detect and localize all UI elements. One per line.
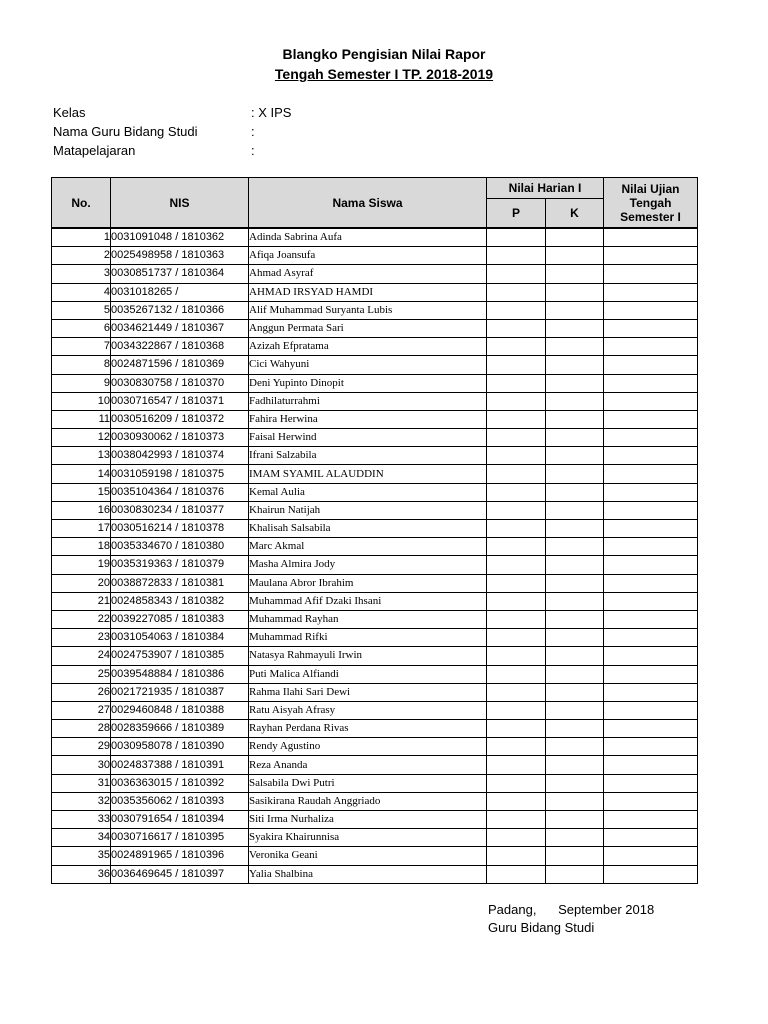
row-no: 34 — [52, 829, 111, 847]
row-nama-siswa: Muhammad Rifki — [249, 629, 487, 647]
header-p: P — [487, 199, 546, 229]
row-nilai-p — [487, 356, 546, 374]
row-nilai-k — [546, 501, 604, 519]
row-nilai-uts — [604, 247, 698, 265]
row-nis: 0030830758 / 1810370 — [111, 374, 249, 392]
table-row — [52, 301, 698, 319]
row-nilai-p — [487, 847, 546, 865]
table-row — [52, 738, 698, 756]
row-nilai-uts — [604, 629, 698, 647]
row-nilai-k — [546, 811, 604, 829]
mapel-value: : — [251, 143, 255, 158]
table-row — [52, 520, 698, 538]
row-nis: 0030851737 / 1810364 — [111, 265, 249, 283]
row-nis: 0024858343 / 1810382 — [111, 592, 249, 610]
row-nilai-uts — [604, 592, 698, 610]
row-nilai-uts — [604, 774, 698, 792]
row-nilai-k — [546, 792, 604, 810]
row-nilai-uts — [604, 792, 698, 810]
table-row — [52, 429, 698, 447]
row-nis: 0024837388 / 1810391 — [111, 756, 249, 774]
row-nis: 0034322867 / 1810368 — [111, 338, 249, 356]
row-nilai-k — [546, 738, 604, 756]
row-nilai-k — [546, 483, 604, 501]
table-row — [52, 447, 698, 465]
row-nilai-k — [546, 610, 604, 628]
row-nis: 0035334670 / 1810380 — [111, 538, 249, 556]
row-no: 13 — [52, 447, 111, 465]
row-nilai-uts — [604, 847, 698, 865]
row-nama-siswa: AHMAD IRSYAD HAMDI — [249, 283, 487, 301]
kelas-value: : X IPS — [251, 105, 292, 120]
row-nama-siswa: Veronika Geani — [249, 847, 487, 865]
row-nilai-k — [546, 429, 604, 447]
header-nilai-harian: Nilai Harian I — [487, 178, 604, 199]
row-nis: 0031054063 / 1810384 — [111, 629, 249, 647]
row-nama-siswa: Masha Almira Jody — [249, 556, 487, 574]
header-k: K — [546, 199, 604, 229]
row-nilai-k — [546, 647, 604, 665]
row-nama-siswa: Cici Wahyuni — [249, 356, 487, 374]
row-nilai-uts — [604, 556, 698, 574]
row-nilai-k — [546, 629, 604, 647]
row-nilai-uts — [604, 319, 698, 337]
row-nis: 0035267132 / 1810366 — [111, 301, 249, 319]
footer-role: Guru Bidang Studi — [488, 920, 595, 935]
row-nilai-p — [487, 319, 546, 337]
row-nama-siswa: Fadhilaturrahmi — [249, 392, 487, 410]
row-no: 23 — [52, 629, 111, 647]
row-nilai-p — [487, 228, 546, 247]
row-nilai-p — [487, 556, 546, 574]
row-nilai-uts — [604, 374, 698, 392]
row-nilai-p — [487, 429, 546, 447]
row-nilai-p — [487, 610, 546, 628]
row-nilai-uts — [604, 228, 698, 247]
row-nilai-uts — [604, 356, 698, 374]
row-no: 14 — [52, 465, 111, 483]
row-nilai-uts — [604, 811, 698, 829]
row-nis: 0025498958 / 1810363 — [111, 247, 249, 265]
row-no: 7 — [52, 338, 111, 356]
row-nis: 0030830234 / 1810377 — [111, 501, 249, 519]
guru-label: Nama Guru Bidang Studi — [53, 124, 198, 139]
row-nilai-p — [487, 338, 546, 356]
row-nilai-k — [546, 683, 604, 701]
row-nis: 0030516209 / 1810372 — [111, 410, 249, 428]
row-no: 29 — [52, 738, 111, 756]
row-nama-siswa: Kemal Aulia — [249, 483, 487, 501]
row-nilai-p — [487, 592, 546, 610]
document-title: Blangko Pengisian Nilai Rapor — [282, 46, 486, 62]
row-nilai-uts — [604, 647, 698, 665]
table-row — [52, 247, 698, 265]
row-nilai-uts — [604, 392, 698, 410]
row-nilai-k — [546, 392, 604, 410]
row-no: 28 — [52, 720, 111, 738]
row-nilai-p — [487, 574, 546, 592]
row-nama-siswa: Salsabila Dwi Putri — [249, 774, 487, 792]
row-nilai-uts — [604, 829, 698, 847]
table-row — [52, 792, 698, 810]
row-nama-siswa: Afiqa Joansufa — [249, 247, 487, 265]
table-row — [52, 774, 698, 792]
row-no: 26 — [52, 683, 111, 701]
row-nilai-k — [546, 829, 604, 847]
header-nis: NIS — [111, 178, 249, 229]
table-row — [52, 665, 698, 683]
row-nilai-uts — [604, 465, 698, 483]
row-nilai-p — [487, 465, 546, 483]
row-nama-siswa: Adinda Sabrina Aufa — [249, 228, 487, 247]
row-nilai-p — [487, 683, 546, 701]
row-nama-siswa: Rayhan Perdana Rivas — [249, 720, 487, 738]
row-nilai-p — [487, 647, 546, 665]
table-row — [52, 501, 698, 519]
row-nis: 0029460848 / 1810388 — [111, 701, 249, 719]
table-row — [52, 683, 698, 701]
row-nama-siswa: Siti Irma Nurhaliza — [249, 811, 487, 829]
row-no: 5 — [52, 301, 111, 319]
row-no: 35 — [52, 847, 111, 865]
row-nilai-k — [546, 319, 604, 337]
row-no: 36 — [52, 865, 111, 883]
row-no: 19 — [52, 556, 111, 574]
row-nis: 0031059198 / 1810375 — [111, 465, 249, 483]
row-nilai-p — [487, 738, 546, 756]
row-nama-siswa: Rendy Agustino — [249, 738, 487, 756]
header-nilai-uts: Nilai Ujian Tengah Semester I — [604, 178, 698, 229]
row-nilai-uts — [604, 429, 698, 447]
row-nama-siswa: Deni Yupinto Dinopit — [249, 374, 487, 392]
row-nilai-p — [487, 374, 546, 392]
row-no: 21 — [52, 592, 111, 610]
row-nis: 0038042993 / 1810374 — [111, 447, 249, 465]
row-nilai-k — [546, 774, 604, 792]
row-nis: 0021721935 / 1810387 — [111, 683, 249, 701]
row-nama-siswa: Muhammad Afif Dzaki Ihsani — [249, 592, 487, 610]
row-nilai-p — [487, 665, 546, 683]
table-row — [52, 811, 698, 829]
row-nis: 0030516214 / 1810378 — [111, 520, 249, 538]
row-nama-siswa: Puti Malica Alfiandi — [249, 665, 487, 683]
table-row — [52, 392, 698, 410]
row-nama-siswa: Rahma Ilahi Sari Dewi — [249, 683, 487, 701]
row-nilai-uts — [604, 738, 698, 756]
row-nilai-k — [546, 592, 604, 610]
row-nilai-k — [546, 283, 604, 301]
table-row — [52, 829, 698, 847]
row-nama-siswa: Sasikirana Raudah Anggriado — [249, 792, 487, 810]
row-no: 25 — [52, 665, 111, 683]
row-nilai-uts — [604, 865, 698, 883]
row-nilai-uts — [604, 538, 698, 556]
row-nis: 0031091048 / 1810362 — [111, 228, 249, 247]
row-nilai-k — [546, 374, 604, 392]
row-nilai-uts — [604, 447, 698, 465]
table-row — [52, 556, 698, 574]
row-no: 27 — [52, 701, 111, 719]
row-no: 18 — [52, 538, 111, 556]
row-nama-siswa: Khalisah Salsabila — [249, 520, 487, 538]
row-nilai-k — [546, 701, 604, 719]
row-nilai-p — [487, 247, 546, 265]
row-no: 3 — [52, 265, 111, 283]
row-no: 33 — [52, 811, 111, 829]
row-no: 1 — [52, 228, 111, 247]
row-nis: 0039548884 / 1810386 — [111, 665, 249, 683]
row-nilai-p — [487, 720, 546, 738]
row-no: 4 — [52, 283, 111, 301]
header-nama-siswa: Nama Siswa — [249, 178, 487, 229]
row-no: 12 — [52, 429, 111, 447]
table-row — [52, 374, 698, 392]
row-nilai-k — [546, 574, 604, 592]
row-nama-siswa: IMAM SYAMIL ALAUDDIN — [249, 465, 487, 483]
row-nilai-uts — [604, 610, 698, 628]
row-nilai-p — [487, 756, 546, 774]
row-nilai-p — [487, 811, 546, 829]
row-nis: 0030930062 / 1810373 — [111, 429, 249, 447]
row-nilai-k — [546, 228, 604, 247]
row-nilai-k — [546, 538, 604, 556]
row-no: 30 — [52, 756, 111, 774]
row-nama-siswa: Yalia Shalbina — [249, 865, 487, 883]
row-nilai-uts — [604, 701, 698, 719]
table-row — [52, 720, 698, 738]
table-row — [52, 483, 698, 501]
row-nilai-k — [546, 847, 604, 865]
table-row — [52, 574, 698, 592]
row-nilai-uts — [604, 410, 698, 428]
row-nilai-uts — [604, 683, 698, 701]
row-no: 22 — [52, 610, 111, 628]
row-nis: 0035319363 / 1810379 — [111, 556, 249, 574]
row-nilai-p — [487, 774, 546, 792]
row-nilai-uts — [604, 720, 698, 738]
row-nama-siswa: Alif Muhammad Suryanta Lubis — [249, 301, 487, 319]
row-nama-siswa: Khairun Natijah — [249, 501, 487, 519]
row-nis: 0034621449 / 1810367 — [111, 319, 249, 337]
row-nilai-p — [487, 538, 546, 556]
row-nama-siswa: Reza Ananda — [249, 756, 487, 774]
row-nilai-uts — [604, 338, 698, 356]
row-nilai-uts — [604, 483, 698, 501]
row-nilai-k — [546, 556, 604, 574]
row-nis: 0036363015 / 1810392 — [111, 774, 249, 792]
table-row — [52, 538, 698, 556]
row-nilai-p — [487, 410, 546, 428]
row-nis: 0035356062 / 1810393 — [111, 792, 249, 810]
row-nilai-uts — [604, 265, 698, 283]
table-row — [52, 647, 698, 665]
row-nilai-uts — [604, 283, 698, 301]
row-nama-siswa: Ratu Aisyah Afrasy — [249, 701, 487, 719]
row-nilai-uts — [604, 665, 698, 683]
table-row — [52, 592, 698, 610]
table-row — [52, 756, 698, 774]
row-nilai-p — [487, 629, 546, 647]
row-no: 11 — [52, 410, 111, 428]
table-row — [52, 865, 698, 883]
row-no: 15 — [52, 483, 111, 501]
row-nilai-p — [487, 283, 546, 301]
header-no: No. — [52, 178, 111, 229]
row-nis: 0030716547 / 1810371 — [111, 392, 249, 410]
table-row — [52, 338, 698, 356]
row-nilai-k — [546, 865, 604, 883]
grades-table — [51, 177, 698, 884]
row-no: 20 — [52, 574, 111, 592]
row-nilai-p — [487, 392, 546, 410]
row-nis: 0038872833 / 1810381 — [111, 574, 249, 592]
row-no: 32 — [52, 792, 111, 810]
row-nilai-p — [487, 865, 546, 883]
row-nilai-k — [546, 338, 604, 356]
row-nilai-k — [546, 756, 604, 774]
row-nama-siswa: Fahira Herwina — [249, 410, 487, 428]
guru-value: : — [251, 124, 255, 139]
row-nilai-k — [546, 247, 604, 265]
row-nilai-k — [546, 356, 604, 374]
table-row — [52, 629, 698, 647]
row-nama-siswa: Marc Akmal — [249, 538, 487, 556]
row-nama-siswa: Maulana Abror Ibrahim — [249, 574, 487, 592]
row-nis: 0028359666 / 1810389 — [111, 720, 249, 738]
table-row — [52, 701, 698, 719]
table-row — [52, 610, 698, 628]
row-nilai-p — [487, 447, 546, 465]
row-nilai-k — [546, 410, 604, 428]
row-nilai-k — [546, 520, 604, 538]
table-row — [52, 228, 698, 247]
row-nis: 0036469645 / 1810397 — [111, 865, 249, 883]
row-nis: 0039227085 / 1810383 — [111, 610, 249, 628]
row-nama-siswa: Ahmad Asyraf — [249, 265, 487, 283]
row-nilai-p — [487, 301, 546, 319]
row-nama-siswa: Natasya Rahmayuli Irwin — [249, 647, 487, 665]
row-nis: 0030958078 / 1810390 — [111, 738, 249, 756]
table-row — [52, 283, 698, 301]
footer-place-date: Padang, September 2018 — [488, 902, 655, 917]
row-nilai-uts — [604, 301, 698, 319]
table-row — [52, 356, 698, 374]
row-nilai-p — [487, 829, 546, 847]
row-nilai-p — [487, 501, 546, 519]
row-nama-siswa: Syakira Khairunnisa — [249, 829, 487, 847]
row-no: 24 — [52, 647, 111, 665]
row-nama-siswa: Azizah Efpratama — [249, 338, 487, 356]
row-no: 10 — [52, 392, 111, 410]
row-nilai-k — [546, 301, 604, 319]
row-nilai-p — [487, 520, 546, 538]
row-nilai-uts — [604, 501, 698, 519]
row-nilai-p — [487, 265, 546, 283]
row-no: 31 — [52, 774, 111, 792]
table-row — [52, 847, 698, 865]
kelas-label: Kelas — [53, 105, 86, 120]
row-nis: 0024891965 / 1810396 — [111, 847, 249, 865]
table-row — [52, 410, 698, 428]
row-nama-siswa: Muhammad Rayhan — [249, 610, 487, 628]
row-nilai-p — [487, 701, 546, 719]
row-no: 8 — [52, 356, 111, 374]
row-nilai-uts — [604, 520, 698, 538]
mapel-label: Matapelajaran — [53, 143, 136, 158]
row-nilai-k — [546, 720, 604, 738]
row-nis: 0030716617 / 1810395 — [111, 829, 249, 847]
row-nilai-k — [546, 265, 604, 283]
row-nilai-uts — [604, 574, 698, 592]
row-nis: 0024753907 / 1810385 — [111, 647, 249, 665]
document-subtitle: Tengah Semester I TP. 2018-2019 — [274, 66, 494, 82]
table-row — [52, 319, 698, 337]
row-nilai-k — [546, 447, 604, 465]
row-no: 9 — [52, 374, 111, 392]
row-nis: 0030791654 / 1810394 — [111, 811, 249, 829]
row-nilai-p — [487, 792, 546, 810]
row-no: 2 — [52, 247, 111, 265]
row-nilai-k — [546, 465, 604, 483]
row-nis: 0031018265 / — [111, 283, 249, 301]
row-nilai-k — [546, 665, 604, 683]
row-nama-siswa: Faisal Herwind — [249, 429, 487, 447]
table-row — [52, 465, 698, 483]
row-no: 17 — [52, 520, 111, 538]
row-nis: 0024871596 / 1810369 — [111, 356, 249, 374]
row-nilai-p — [487, 483, 546, 501]
row-no: 16 — [52, 501, 111, 519]
row-nis: 0035104364 / 1810376 — [111, 483, 249, 501]
row-nama-siswa: Anggun Permata Sari — [249, 319, 487, 337]
table-row — [52, 265, 698, 283]
row-nama-siswa: Ifrani Salzabila — [249, 447, 487, 465]
row-nilai-uts — [604, 756, 698, 774]
row-no: 6 — [52, 319, 111, 337]
